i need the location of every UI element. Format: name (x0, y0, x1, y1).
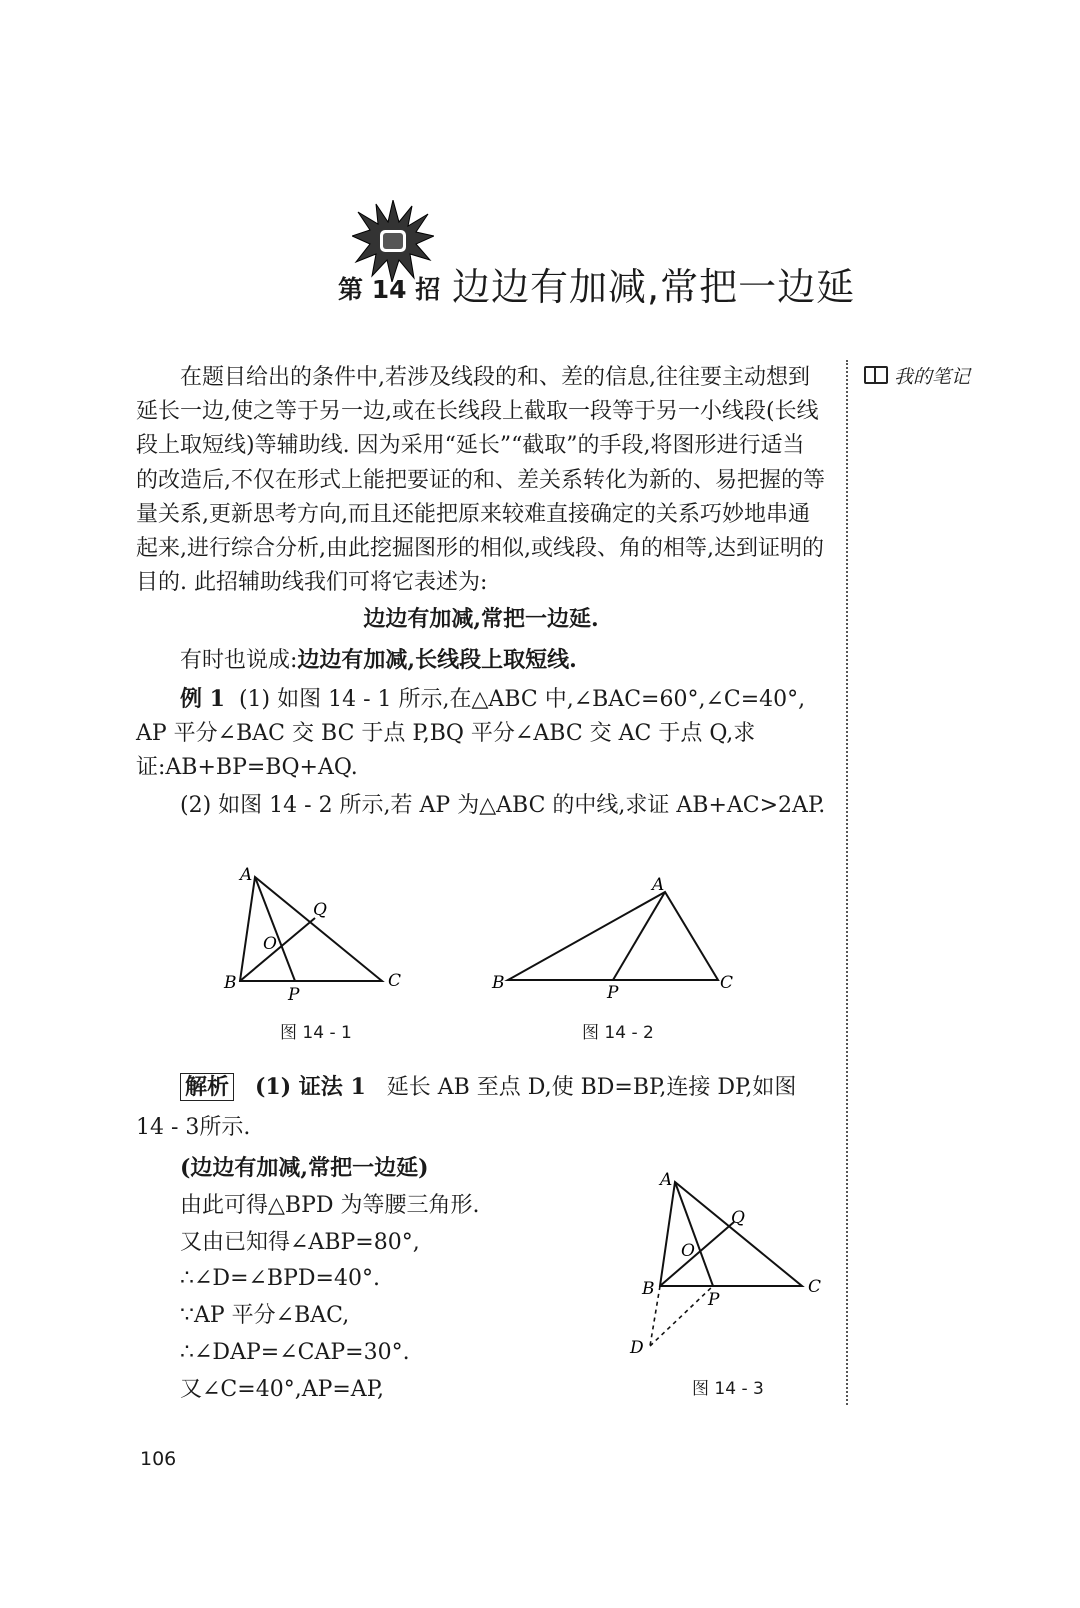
motto: 边边有加减,常把一边延. (363, 606, 599, 633)
figure-14-2-caption: 图 14 - 2 (582, 1023, 654, 1043)
intro-paragraph: 在题目给出的条件中,若涉及线段的和、差的信息,往往要主动想到延长一边,使之等于另一边,或在长线段上截取一段等于另一小线段(长线段上取短线)等辅助线. 因为采用“延长”“截取”的手段,将图形进行适当的改造后,不仅在形式上能把要证的和、差关系转化为新的、易把握的等量关系,更新思考方向,而且还能把原来较难直接确定的关系巧妙地串通起来,进行综合分析,由此挖掘图形的相似,或线段、角的相等,达到证明的目的. 此招辅助线我们可将它表述为: (136, 365, 825, 596)
main-text (136, 361, 826, 824)
fig2-label-p: P (607, 983, 619, 1003)
proof-step: 由此可得△BPD 为等腰三角形. (180, 1192, 480, 1218)
figure-14-3 (625, 1168, 835, 1363)
fig1-label-p: P (288, 985, 300, 1005)
proof-step: ∴∠DAP=∠CAP=30°. (180, 1339, 410, 1365)
fig1-label-c: C (388, 971, 402, 991)
example-1-part1: 例 1 (1) 如图 14 - 1 所示,在△ABC 中,∠BAC=60°,∠C=40°, AP 平分∠BAC 交 BC 于点 P,BQ 平分∠ABC 交 AC 于点 Q,求证:AB+BP=BQ+AQ. (136, 685, 806, 781)
book-icon (864, 366, 888, 384)
fig3-label-p: P (708, 1290, 720, 1310)
fig3-label-q: Q (731, 1208, 745, 1228)
fig1-label-a: A (240, 865, 253, 885)
proof-steps (136, 1150, 616, 1409)
proof-text: 延长 AB 至点 D,使 BD=BP,连接 DP,如图 (386, 1075, 797, 1100)
proof-step: ∵AP 平分∠BAC, (180, 1303, 350, 1329)
notes-divider (846, 360, 848, 1405)
fig2-label-c: C (720, 973, 734, 993)
figure-14-1-caption: 图 14 - 1 (280, 1023, 352, 1043)
analysis-block (136, 1070, 826, 1145)
analysis-label: 解析 (180, 1073, 234, 1101)
figure-14-3-caption: 图 14 - 3 (692, 1379, 764, 1399)
fig3-label-o: O (681, 1241, 695, 1261)
proof-step: ∴∠D=∠BPD=40°. (180, 1266, 380, 1292)
fig1-label-q: Q (313, 900, 327, 920)
proof-motto: (边边有加减,常把一边延) (180, 1155, 429, 1181)
figure-14-2 (480, 870, 750, 1005)
figure-14-1 (210, 860, 410, 1010)
fig3-label-c: C (808, 1277, 822, 1297)
notes-label: 我的笔记 (864, 362, 970, 389)
example-1-part2: (2) 如图 14 - 2 所示,若 AP 为△ABC 的中线,求证 AB+AC>2AP. (180, 793, 826, 819)
fig3-label-b: B (642, 1279, 655, 1299)
chapter-title: 边边有加减,常把一边延 (452, 265, 856, 309)
fig3-label-d: D (630, 1338, 644, 1358)
proof-step: 又由已知得∠ABP=80°, (180, 1229, 420, 1255)
chapter-number: 第 14 招 (338, 275, 441, 304)
fig3-label-a: A (660, 1170, 673, 1190)
fig1-label-b: B (224, 973, 237, 993)
fig1-label-o: O (263, 934, 277, 954)
fig2-label-b: B (492, 973, 505, 993)
proof-text-cont: 14 - 3所示. (136, 1115, 251, 1141)
proof-step: 又∠C=40°,AP=AP, (180, 1376, 385, 1402)
page-number: 106 (140, 1448, 177, 1470)
analysis-line (136, 1070, 826, 1105)
fig2-label-a: A (652, 875, 665, 895)
proof-label: (1) 证法 1 (255, 1074, 366, 1100)
alt-motto-line: 有时也说成:边边有加减,长线段上取短线. (180, 646, 577, 673)
